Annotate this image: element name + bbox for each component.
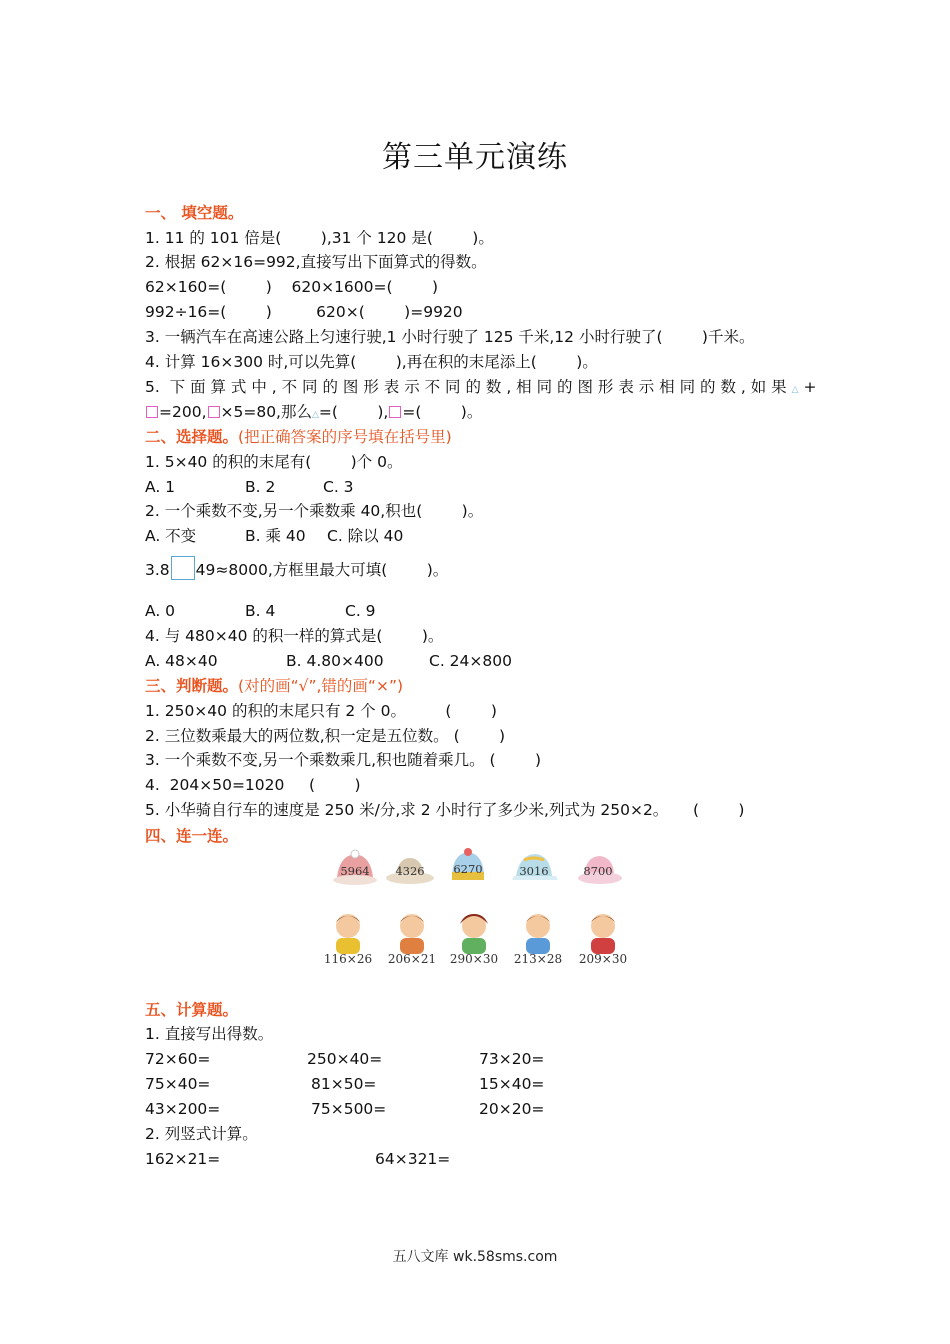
fill-q5-part3: =( ), bbox=[318, 403, 389, 421]
hat-item bbox=[510, 848, 558, 888]
page-title: 第三单元演练 bbox=[382, 140, 568, 175]
fill-q5-part2: ×5=80,那么 bbox=[220, 403, 312, 421]
fill-q4: 4. 计算 16×300 时,可以先算( ),再在积的末尾添上( )。 bbox=[145, 353, 598, 371]
kid-item bbox=[444, 910, 504, 970]
fill-q5-line2 bbox=[145, 402, 482, 425]
option-a: A. 1 bbox=[145, 478, 176, 496]
kid-face bbox=[400, 914, 424, 938]
kid-face bbox=[591, 914, 615, 938]
judge-q2: 2. 三位数乘最大的两位数,积一定是五位数。 ( ) bbox=[145, 727, 506, 745]
calc-item: 75×40= bbox=[145, 1075, 211, 1093]
calc-item: 81×50= bbox=[311, 1075, 377, 1093]
calc-item: 162×21= bbox=[145, 1150, 221, 1168]
fill-q2b: 992÷16=( ) 620×( )=9920 bbox=[145, 303, 463, 321]
calc-item: 15×40= bbox=[479, 1075, 545, 1093]
section-judge-note: (对的画“√”,错的画“×”) bbox=[238, 677, 404, 695]
choice-q3-post: 49≈8000,方框里最大可填( )。 bbox=[195, 561, 449, 579]
hat-pompom bbox=[464, 848, 472, 856]
kid-item bbox=[508, 910, 568, 970]
section-choice-note: (把正确答案的序号填在括号里) bbox=[238, 428, 452, 446]
kid-expression: 209×30 bbox=[578, 952, 628, 966]
kid-face bbox=[526, 914, 550, 938]
blank-box-icon bbox=[171, 556, 195, 580]
triangle-icon: △ bbox=[312, 410, 319, 420]
calc-item: 20×20= bbox=[479, 1100, 545, 1118]
fill-q5-part1: =200, bbox=[159, 403, 207, 421]
section-fill-heading: 一、 填空题。 bbox=[145, 204, 244, 222]
section-calc-heading: 五、计算题。 bbox=[145, 1001, 239, 1019]
hat-item bbox=[574, 848, 622, 888]
footer-watermark: 五八文库 wk.58sms.com bbox=[392, 1249, 558, 1265]
hat-item bbox=[444, 846, 492, 886]
kid-expression: 116×26 bbox=[323, 952, 373, 966]
calc-item: 250×40= bbox=[307, 1050, 383, 1068]
kid-face bbox=[336, 914, 360, 938]
square-icon bbox=[146, 406, 158, 418]
fill-q3: 3. 一辆汽车在高速公路上匀速行驶,1 小时行驶了 125 千米,12 小时行驶了( )千米。 bbox=[145, 328, 755, 346]
choice-q3 bbox=[145, 556, 448, 580]
option-a: A. 不变 bbox=[145, 527, 197, 545]
section-choice-heading bbox=[145, 427, 452, 447]
option-b: B. 乘 40 bbox=[245, 527, 306, 545]
option-c: C. 除以 40 bbox=[327, 527, 404, 545]
judge-q3: 3. 一个乘数不变,另一个乘数乘几,积也随着乘几。 ( ) bbox=[145, 751, 542, 769]
calc-item: 72×60= bbox=[145, 1050, 211, 1068]
kid-item bbox=[318, 910, 378, 970]
calc-item: 64×321= bbox=[375, 1150, 451, 1168]
kid-expression: 290×30 bbox=[449, 952, 499, 966]
hat-number: 6270 bbox=[453, 862, 483, 876]
kid-expression: 206×21 bbox=[387, 952, 437, 966]
hat-number: 8700 bbox=[583, 864, 613, 878]
fill-q2: 2. 根据 62×16=992,直接写出下面算式的得数。 bbox=[145, 253, 487, 271]
hat-item bbox=[386, 848, 434, 888]
calc-q1: 1. 直接写出得数。 bbox=[145, 1025, 274, 1043]
option-c: C. 24×800 bbox=[429, 652, 512, 670]
kid-item bbox=[382, 910, 442, 970]
square-icon bbox=[389, 406, 401, 418]
square-icon bbox=[208, 406, 220, 418]
kid-expression: 213×28 bbox=[513, 952, 563, 966]
section-judge-title: 三、判断题。 bbox=[145, 677, 239, 695]
option-b: B. 2 bbox=[245, 478, 276, 496]
option-a: A. 0 bbox=[145, 602, 176, 620]
triangle-icon: △ bbox=[791, 385, 799, 395]
choice-q2: 2. 一个乘数不变,另一个乘数乘 40,积也( )。 bbox=[145, 502, 484, 520]
judge-q4: 4. 204×50=1020 ( ) bbox=[145, 776, 361, 794]
option-c: C. 9 bbox=[345, 602, 376, 620]
hat-item bbox=[331, 848, 379, 888]
fill-q5-line1 bbox=[145, 377, 816, 400]
fill-q2a: 62×160=( ) 620×1600=( ) bbox=[145, 278, 439, 296]
kid-item bbox=[573, 910, 633, 970]
hat-pompom bbox=[351, 850, 359, 858]
fill-q1: 1. 11 的 101 倍是( ),31 个 120 是( )。 bbox=[145, 229, 494, 247]
section-match-heading: 四、连一连。 bbox=[145, 827, 239, 845]
calc-item: 43×200= bbox=[145, 1100, 221, 1118]
choice-q3-pre: 3.8 bbox=[145, 561, 170, 579]
option-c: C. 3 bbox=[323, 478, 354, 496]
option-b: B. 4.80×400 bbox=[286, 652, 384, 670]
calc-item: 75×500= bbox=[311, 1100, 387, 1118]
hat-number: 3016 bbox=[519, 864, 549, 878]
choice-q4: 4. 与 480×40 的积一样的算式是( )。 bbox=[145, 627, 444, 645]
fill-q5-plus: + bbox=[798, 378, 817, 396]
judge-q1: 1. 250×40 的积的末尾只有 2 个 0。 ( ) bbox=[145, 702, 497, 720]
hat-number: 5964 bbox=[340, 864, 370, 878]
calc-q2: 2. 列竖式计算。 bbox=[145, 1125, 258, 1143]
calc-item: 73×20= bbox=[479, 1050, 545, 1068]
choice-q1: 1. 5×40 的积的末尾有( )个 0。 bbox=[145, 453, 403, 471]
section-choice-title: 二、选择题。 bbox=[145, 428, 239, 446]
option-b: B. 4 bbox=[245, 602, 276, 620]
fill-q5-part4: =( )。 bbox=[402, 403, 483, 421]
section-judge-heading bbox=[145, 676, 403, 696]
fill-q5-text: 5. 下 面 算 式 中 , 不 同 的 图 形 表 示 不 同 的 数 , 相 同 的 图 形 表 示 相 同 的 数 , 如 果 bbox=[145, 378, 787, 396]
hat-number: 4326 bbox=[395, 864, 425, 878]
judge-q5: 5. 小华骑自行车的速度是 250 米/分,求 2 小时行了多少米,列式为 250×2。 ( ) bbox=[145, 801, 745, 819]
option-a: A. 48×40 bbox=[145, 652, 218, 670]
